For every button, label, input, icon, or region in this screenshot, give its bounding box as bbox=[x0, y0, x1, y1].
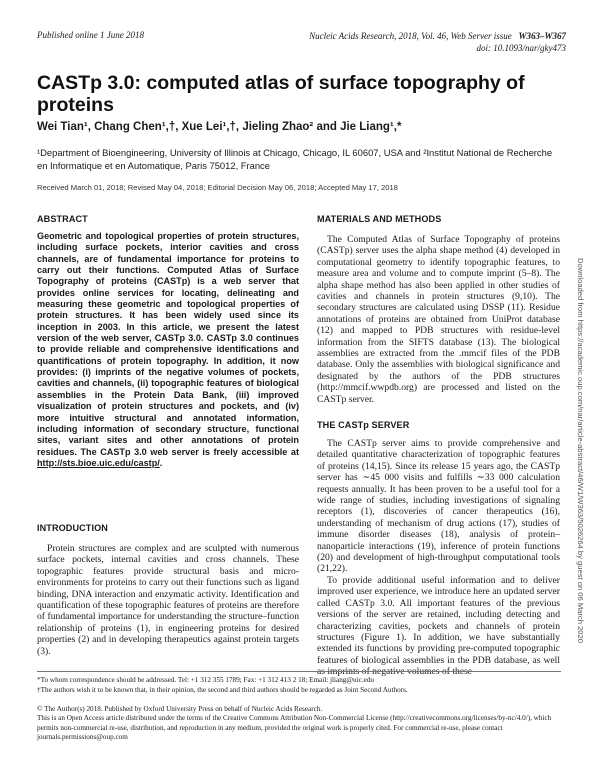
copyright-line: © The Author(s) 2018. Published by Oxford University Press on behalf of Nucleic Acids Research. bbox=[37, 705, 323, 713]
abstract-body bbox=[37, 231, 299, 469]
license-text: This is an Open Access article distributed under the terms of the Creative Commons Attribution Non-Commercial License (http://creativecommons.org/licenses/by-nc/4.0/), which permits non-commercial re-use, distribution, and reproduction in any medium, provided the original work is properly cited. For commercial re-use, please contact journals.permissions@oup.com bbox=[37, 714, 552, 742]
published-date: Published online 1 June 2018 bbox=[37, 30, 144, 40]
abstract-end: . bbox=[159, 457, 163, 468]
page-range: W363–W367 bbox=[518, 31, 566, 41]
castp-paragraph-2: To provide additional useful information and to deliver improved user experience, we introduce here an updated server called CASTp 3.0. All important features of the previous versions of the server are retained, including detecting and characterizing cavities, pockets and channels of protein structures (Figure 1). In addition, we have substantially extended its functions by providing pre-computed topographic features of biological assemblies in the PDB database, as well as imprints of negative volumes of these bbox=[317, 574, 560, 678]
castp-paragraph-1: The CASTp server aims to provide comprehensive and detailed quantitative characterization of topographic features of proteins (14,15). Since its release 15 years ago, the CASTp server has ∼45 000 visits and fulfills ∼33 000 calculation requests annually. It has been proven to be a useful tool for a wide range of studies, including investigations of signaling receptors (1), discoveries of cancer therapeutics (16), understanding of mechanism of drug actions (17), studies of immune disorder diseases (18), analysis of protein–nanoparticle interactions (19), inference of protein functions (20) and development of high-throughput computational tools (21,22). bbox=[317, 438, 560, 575]
introduction-paragraph: Protein structures are complex and are sculpted with numerous surface pockets, internal cavities and cross channels. These topographic features provide structural basis and micro-environments for proteins to carry out their functions such as ligand binding, DNA interaction and enzymatic activity. Identification and quantification of these topographic features of proteins are therefore of fundamental importance for understanding the structure–function relationship of proteins (1), in engineering proteins for desired properties (2) and in developing therapeutics against protein targets (3). bbox=[37, 543, 299, 657]
journal-citation: Nucleic Acids Research, 2018, Vol. 46, Web Server issue bbox=[309, 31, 512, 41]
methods-heading: MATERIALS AND METHODS bbox=[317, 214, 442, 224]
download-watermark-text: Downloaded from https://academic.oup.com/nar/article-abstract/46/W1/W363/5026264 by guest on 06 March 2020 bbox=[576, 258, 585, 643]
journal-header bbox=[309, 30, 566, 54]
received-dates: Received March 01, 2018; Revised May 04, 2018; Editorial Decision May 06, 2018; Accepted May 17, 2018 bbox=[37, 183, 398, 192]
author-list: Wei Tian¹, Chang Chen¹,†, Xue Lei¹,†, Jieling Zhao² and Jie Liang¹,* bbox=[37, 121, 402, 133]
introduction-heading: INTRODUCTION bbox=[37, 523, 108, 533]
abstract-heading: ABSTRACT bbox=[37, 214, 88, 224]
article-title: CASTp 3.0: computed atlas of surface topography of proteins bbox=[37, 72, 525, 116]
footnote-joint-authors: †The authors wish it to be known that, in their opinion, the second and third authors should be regarded as Joint Second Authors. bbox=[37, 686, 408, 694]
footnote-corresponding: *To whom correspondence should be addressed. Tel: +1 312 355 1789; Fax: +1 312 413 2 18; Email: jliang@uic.edu bbox=[37, 676, 374, 684]
castp-url-link[interactable]: http://sts.bioe.uic.edu/castp/ bbox=[37, 457, 160, 468]
introduction-body bbox=[37, 543, 299, 657]
doi: doi: 10.1093/nar/gky473 bbox=[476, 43, 566, 53]
castp-server-body bbox=[317, 438, 560, 678]
castp-server-heading: THE CASTp SERVER bbox=[317, 420, 410, 430]
methods-body bbox=[317, 234, 560, 405]
copyright-block bbox=[37, 705, 561, 743]
footnote-divider bbox=[37, 671, 561, 672]
affiliations: ¹Department of Bioengineering, University of Illinois at Chicago, Chicago, IL 60607, USA and ²Institut National de Recherche en Informatique et en Automatique, Paris 75012, France bbox=[37, 147, 553, 172]
abstract-text: Geometric and topological properties of protein structures, including surface pockets, interior cavities and cross channels, are of fundamental importance for proteins to carry out their functions. Computed Atlas of Surface Topography of proteins (CASTp) is a web server that provides online services for locating, delineating and measuring these geometric and topological properties of protein structures. It has been widely used since its inception in 2003. In this article, we present the latest version of the web server, CASTp 3.0. CASTp 3.0 continues to provide reliable and comprehensive identifications and quantifications of protein topography. In addition, it now provides: (i) imprints of the negative volumes of pockets, cavities and channels, (ii) topographic features of biological assemblies in the Protein Data Bank, (iii) improved visualization of protein structures and pockets, and (iv) more intuitive structural and annotated information, including information of secondary structure, functional sites, variant sites and other annotations of protein residues. The CASTp 3.0 web server is freely accessible at bbox=[37, 231, 299, 457]
download-watermark bbox=[578, 258, 592, 775]
methods-paragraph: The Computed Atlas of Surface Topography of proteins (CASTp) server uses the alpha shape method (4) developed in computational geometry to identify topographic features, to measure area and volume and to compute imprint (5–8). The alpha shape method has also been applied in other studies of cavities and channels in protein structures (9,10). The secondary structures are calculated using DSSP (11). Residue annotations of proteins are obtained from UniProt database (12) and mapped to PDB structures with residue-level information from the SIFTS database (13). The biological assemblies are extracted from the .mmcif files of the PDB database. Only the assemblies with biological significance and designated by the authors of the PDB structures (http://mmcif.wwpdb.org) are processed and listed on the CASTp server. bbox=[317, 234, 560, 405]
